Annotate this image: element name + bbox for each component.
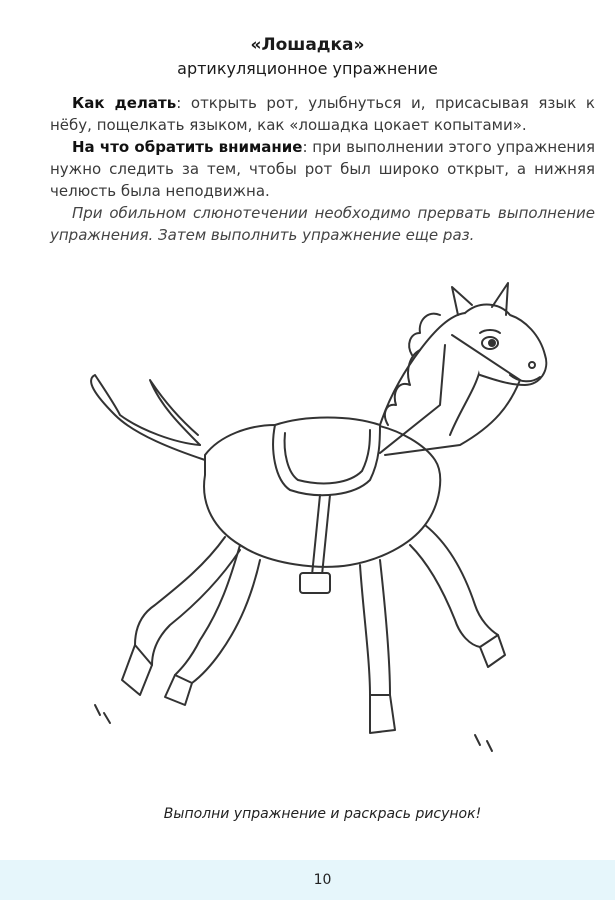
note-paragraph: При обильном слюнотечении необходимо прервать выполнение упражнения. Затем выполнить упражнение еще раз.	[50, 204, 595, 244]
instructions	[50, 92, 595, 246]
caption: Выполни упражнение и раскрась рисунок!	[163, 806, 482, 822]
page-subtitle: артикуляционное упражнение	[177, 59, 438, 78]
horse-coloring-icon	[80, 275, 560, 775]
page-title: «Лошадка»	[250, 35, 365, 55]
attention-paragraph	[50, 136, 595, 202]
attention-label: На что обратить внимание	[72, 138, 303, 156]
how-paragraph	[50, 92, 595, 136]
how-text: : открыть рот, улыбнуться и, присасывая язык к нёбу, пощелкать языком, как «лошадка цокает копытами».	[50, 94, 595, 134]
page-number: 10	[313, 872, 332, 888]
attention-text: : при выполнении этого упражнения нужно следить за тем, чтобы рот был широко открыт, а нижняя челюсть была неподвижна.	[50, 138, 595, 200]
how-label: Как делать	[72, 94, 177, 112]
